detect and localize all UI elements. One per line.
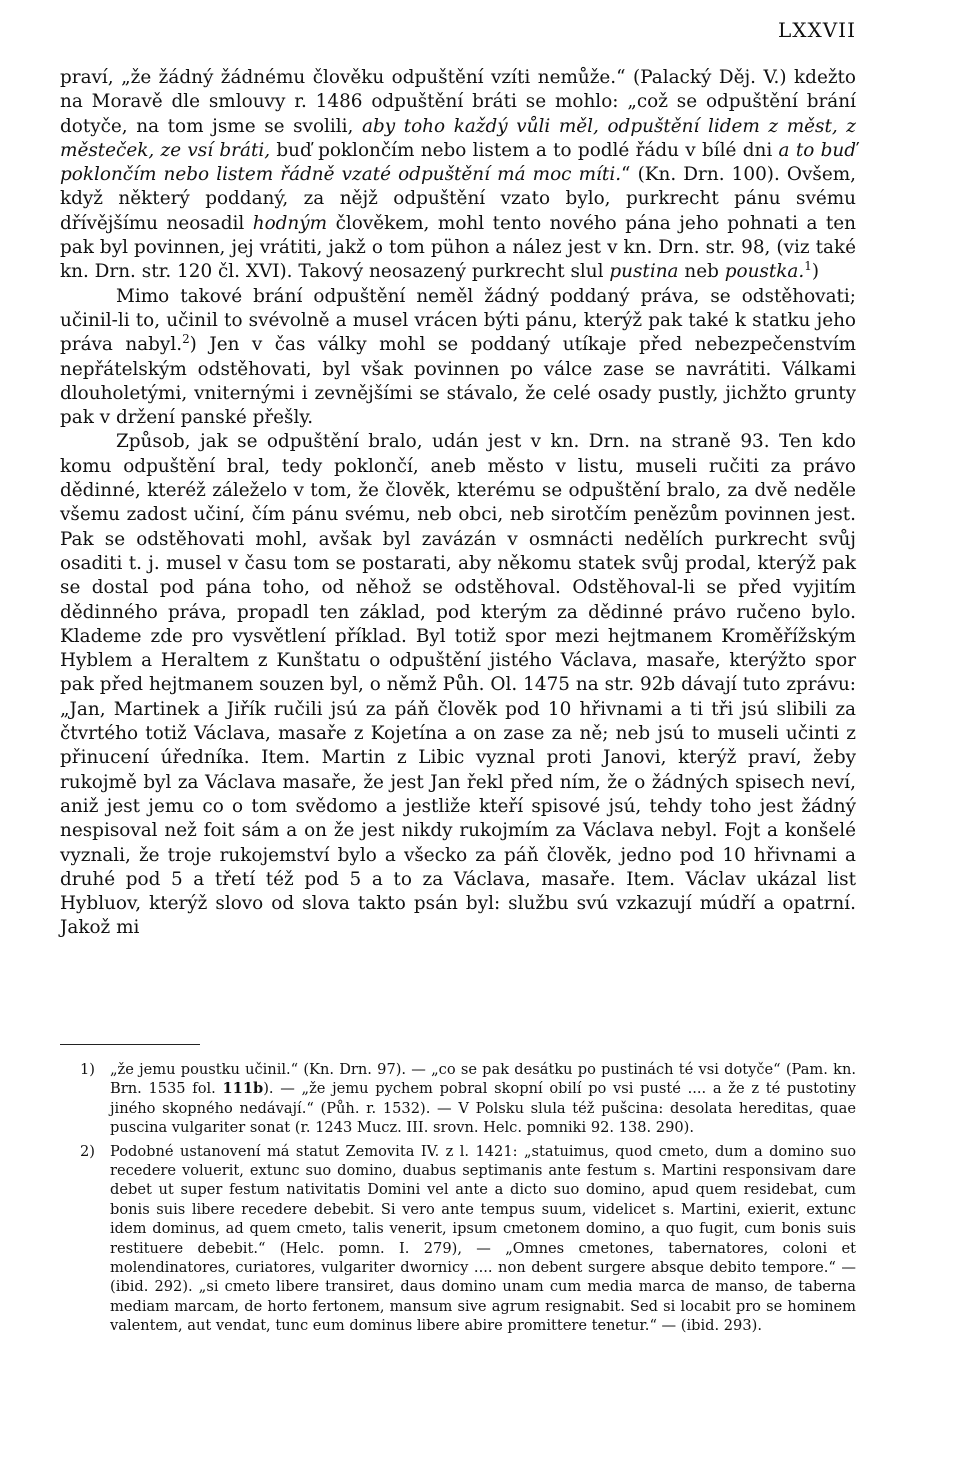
paragraph-1 — [60, 66, 856, 285]
italic-run: pustina — [609, 261, 679, 283]
main-text — [60, 66, 856, 941]
text-run: „že jemu poustku učinil.“ (Kn. Drn. 97). — „co se pak desátku po pustinách té vsi dotyče“ (Pam. kn. Brn. 1535 fol. — [110, 1061, 856, 1098]
text-run: ) — [811, 261, 819, 283]
italic-run: hodným — [252, 212, 328, 234]
footnote-mark: 2) — [80, 1142, 95, 1160]
footnote-2 — [80, 1142, 856, 1336]
text-run: “ (Kn. Drn. 100). Ovšem, když některý poddaný, za nějž odpuštění vzato bylo, purkrecht pánu svému dřívějšímu neosadil — [60, 164, 856, 234]
footnote-ref: 1 — [804, 259, 812, 274]
text-run: člověkem, mohl tento nového pána jeho pohnati a ten pak byl povinnen, jej vrátiti, jakž o tom pühon a nález jest v kn. Drn. str. 98, (viz také kn. Drn. str. 120 čl. XVI). Takový neosazený purkrecht slul — [60, 212, 856, 283]
paragraph-2 — [60, 285, 856, 431]
text-run: ) Jen v čas války mohl se poddaný utíkaje před nebezpečenstvím nepřátelským odstěhovati, byl však povinnen po válce zase se navrátiti. Válkami dlouholetými, vniternými i zevnějšími se stávalo, že celé osady pustly, jichžto grunty pak v držení panské přešly. — [60, 334, 856, 429]
footnote-divider — [60, 1044, 200, 1045]
footnote-1 — [80, 1060, 856, 1138]
text-run: neb — [678, 261, 725, 283]
footnote-ref: 2 — [182, 332, 190, 347]
text-run: buď poklončím nebo listem a to podlé řádu v bílé dni — [270, 139, 779, 161]
text-run: Způsob, jak se odpuštění bralo, udán jest v kn. Drn. na straně 93. Ten kdo komu odpuštění bral, tedy poklončí, aneb město v listu, museli ručiti za právo dědinné, kteréž záleželo v tom, že člověk, kterému se odpuštění bralo, za dvě neděle všemu zadost učiní, čím pánu svému, neb obci, neb sirotčím penězům povinnen jest. Pak se odstěhovati mohl, avšak byl zavázán v osmnácti nedělích purkrecht svůj osaditi t. j. musel v času tom se postarati, aby někomu statek svůj prodal, kterýž pak se dostal pod pána toho, od něhož se odstěhoval. Odstěhoval-li se před vyjitím dědinného práva, propadl ten základ, pod kterým za dědinné právo ručeno bylo. Klademe zde pro vysvětlení příklad. Byl totiž spor mezi hejtmanem Kroměřížským Hyblem a Heraltem z Kunštatu o odpuštění jistého Václava, masaře, kterýžto spor pak před hejtmanem souzen byl, o němž Půh. Ol. 1475 na str. 92b dávají tuto zprávu: „Jan, Martinek a Jiřík ručili jsú za páň člověk pod 10 hřivnami a ti tři jsú slibili za čtvrtého totiž Václava, masaře z Kojetína a on zase za ně; neb jsú to museli učinti z přinucení úředníka. Item. Martin z Libic vyznal proti Janovi, kterýž praví, žeby rukojmě byl za Václava masaře, že jest Jan řekl před ním, že o žádných spisech neví, aniž jest jemu co o tom svědomo a jestliže kteří spisové jsú, tehdy toho jest žádný nespisoval než foit sám a on že jest nikdy rukojmím za Václava nebyl. Fojt a konšelé vyznali, že troje rukojemství bylo a všecko za páň člověk, jedno pod 10 hřivnami a druhé pod 5 a třetí též pod 5 a to za Václava, masaře. Item. Václav ukázal list Hybluov, kterýž slovo od slova takto psán byl: službu svú vzkazují múdří a opatrní. Jakož mi — [60, 431, 856, 939]
text-run: Mimo takové brání odpuštění neměl žádný poddaný práva, se odstěhovati; učinil-li to, učinil to svévolně a musel vrácen býti pánu, kterýž pak také k statku jeho práva nabyl. — [60, 285, 856, 356]
italic-run: aby toho každý vůli měl, odpuštění lidem z měst, z městeček, ze vsí bráti, — [60, 115, 856, 161]
text-run: Podobné ustanovení má statut Zemovita IV. z l. 1421: „statuimus, quod cmeto, dum a domino suo recedere voluerit, extunc suo domino, duabus septimanis ante festum s. Martini responsivam dare debet ut super festum nativitatis Domini vel ante a dicto suo domino, apud quem residebat, cum bonis suis libere recedere debebit. Si vero ante tempus suum, videlicet s. Martini, exierit, extunc idem dominus, ad quem cmeto, talis venerit, ipsum cmetonem domino, a quo fugit, cum bonis suis restituere debebit.“ (Helc. pomn. I. 279), — „Omnes cmetones, tabernatores, coloni et molendinatores, curiatores, vulgariter dwornicy .... non debent surgere absque debito tempore.“ — (ibid. 292). „si cmeto libere transiret, daus domino unam cum media marca de manso, de taberna mediam marcam, de horto fertonem, mansum sive agrum resignabit. Sed si locabit pro se hominem valentem, aut vendat, tunc eum dominus libere abire promittere tenetur.“ — (ibid. 293). — [110, 1142, 856, 1335]
bold-run: 111b — [222, 1080, 264, 1098]
italic-run: a to buď poklončím nebo listem řádně vzaté odpuštění má moc míti. — [60, 139, 856, 186]
footnotes — [80, 1060, 856, 1340]
footnote-mark: 1) — [80, 1061, 95, 1078]
italic-run: poustka. — [724, 261, 805, 283]
paragraph-3 — [60, 430, 856, 940]
page-number: LXXVII — [777, 18, 856, 42]
text-run: praví, „že žádný žádnému člověku odpuštění vzíti nemůže.“ (Palacký Děj. V.) kdežto na Moravě dle smlouvy r. 1486 odpuštění bráti se mohlo: „což se odpuštění brání dotyče, na tom jsme se svolili, — [60, 67, 856, 137]
text-run: ). — „že jemu pychem pobral skopní obilí po vsi pusté .... a že z té pustotiny jiného skopného nedávají.“ (Půh. r. 1532). — V Polsku slula též pušcina: desolata hereditas, quae puscina vulgariter sonat (r. 1243 Mucz. III. srovn. Helc. pomniki 92. 138. 290). — [110, 1080, 856, 1137]
